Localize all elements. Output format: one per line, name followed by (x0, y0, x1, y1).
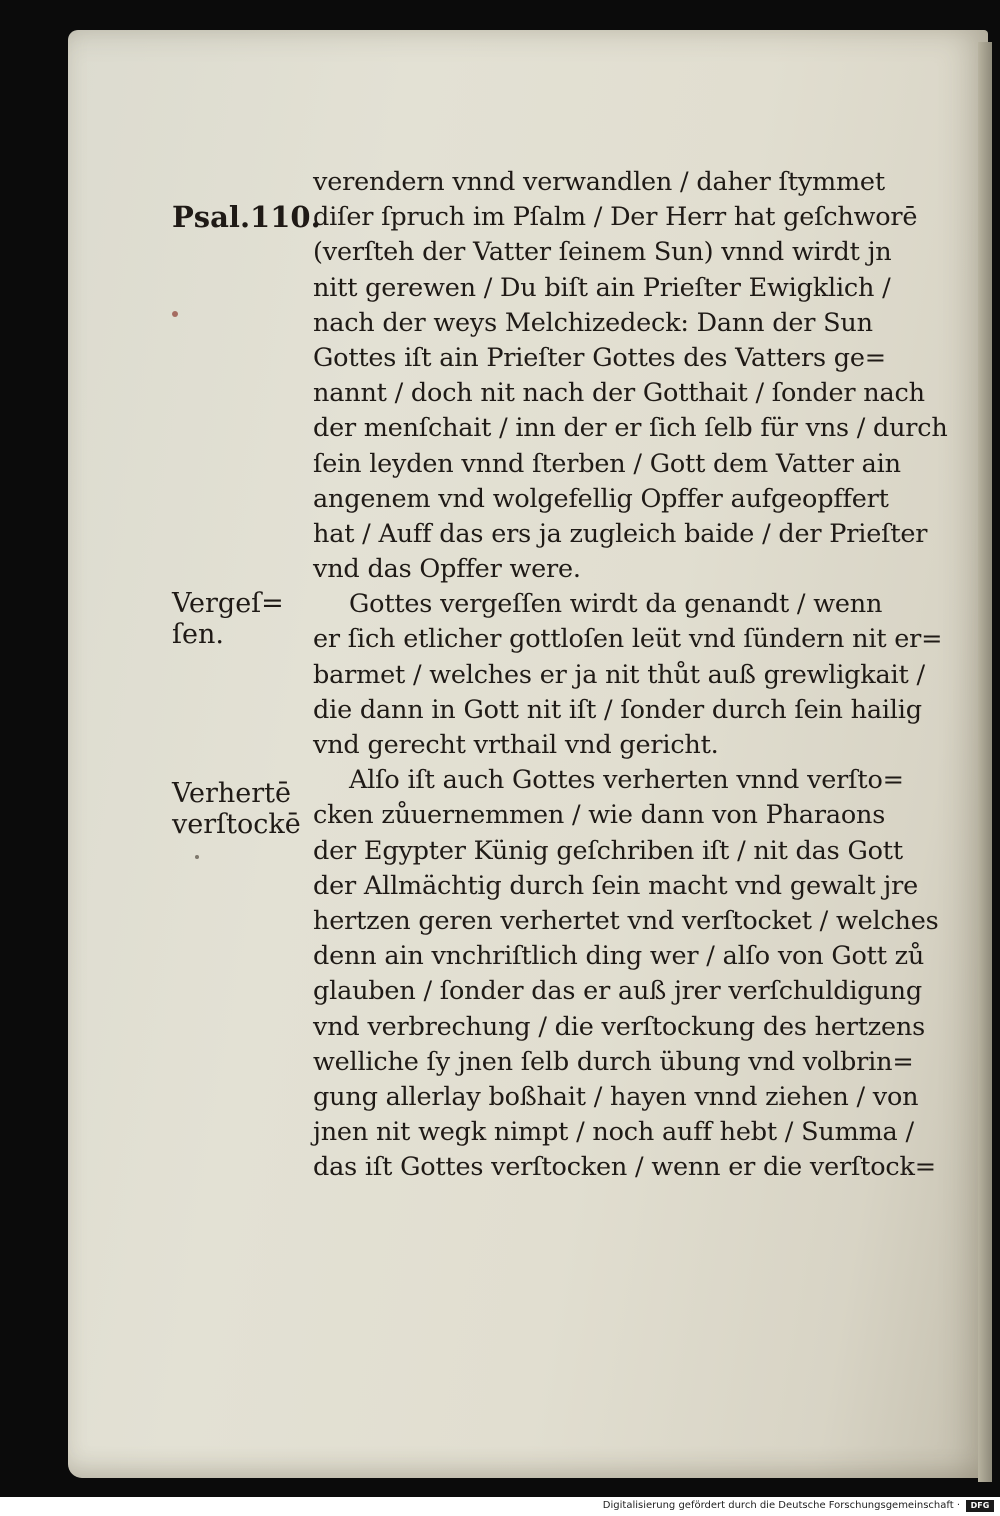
marginal-note-line: Vergeſ= (172, 588, 284, 619)
text-line: vnd verbrechung / die verſtockung des hertzens (313, 1011, 926, 1042)
text-line: verendern vnnd verwandlen / daher ſtymmet (313, 167, 885, 197)
text-line: hat / Auff das ers ja zugleich baide / der Prieſter (313, 518, 928, 549)
text-line: vnd das Opffer were. (313, 554, 581, 585)
text-line: glauben / ſonder das er auß jrer verſchuldigung (313, 976, 923, 1007)
marginal-note-line: ſen. (172, 619, 224, 650)
text-line: Alſo iſt auch Gottes verherten vnnd verſto= (349, 765, 904, 796)
text-line: der menſchait / inn der er ſich ſelb für vns / durch (313, 413, 948, 444)
text-line: jnen nit wegk nimpt / noch auff hebt / Summa / (313, 1117, 914, 1148)
text-line: nach der weys Melchizedeck: Dann der Sun (313, 307, 873, 338)
marginal-note-line: Verhertē (172, 778, 292, 809)
ink-stain (195, 855, 199, 859)
text-line: hertzen geren verhertet vnd verſtocket / welches (313, 905, 939, 936)
text-line: gung allerlay boßhait / hayen vnnd ziehen / von (313, 1081, 919, 1112)
text-line: denn ain vnchriſtlich ding wer / alſo von Gott zů (313, 941, 925, 972)
digitization-footer (0, 1497, 1000, 1516)
ink-stain (172, 311, 178, 317)
text-line: er ſich etlicher gottloſen leüt vnd ſündern nit er= (313, 624, 943, 655)
text-line: diſer ſpruch im Pſalm / Der Herr hat geſchworē (313, 202, 918, 233)
text-line: nannt / doch nit nach der Gotthait / ſonder nach (313, 378, 925, 409)
text-line: nitt gerewen / Du biſt ain Prieſter Ewigklich / (313, 272, 891, 303)
footer-credit: Digitalisierung gefördert durch die Deutsche Forschungsgemeinschaft · (602, 1500, 960, 1511)
body-text (313, 165, 948, 1185)
marginal-note-line: verſtockē (172, 809, 301, 840)
text-line: barmet / welches er ja nit thůt auß grewligkait / (313, 659, 925, 690)
text-line: die dann in Gott nit iſt / ſonder durch ſein hailig (313, 694, 922, 725)
marginal-note-verherten (172, 778, 301, 840)
text-line: (verſteh der Vatter ſeinem Sun) vnnd wirdt jn (313, 237, 892, 268)
text-line: cken zůuernemmen / wie dann von Pharaons (313, 800, 886, 831)
text-line: angenem vnd wolgefellig Opffer aufgeopffert (313, 483, 889, 514)
text-line: welliche ſy jnen ſelb durch übung vnd volbrin= (313, 1046, 914, 1077)
text-line: ſein leyden vnnd ſterben / Gott dem Vatter ain (313, 448, 901, 479)
page-edge (978, 42, 992, 1482)
text-line: Gottes vergeſſen wirdt da genandt / wenn (349, 589, 883, 620)
text-line: das iſt Gottes verſtocken / wenn er die verſtock= (313, 1152, 936, 1183)
dfg-logo-icon: DFG (966, 1500, 994, 1512)
marginal-note-vergessen (172, 588, 284, 650)
text-line: Gottes iſt ain Prieſter Gottes des Vatters ge= (313, 342, 886, 373)
marginal-note-psalm: Psal.110. (172, 200, 321, 234)
text-line: der Egypter Künig geſchriben iſt / nit das Gott (313, 835, 903, 866)
text-line: der Allmächtig durch ſein macht vnd gewalt jre (313, 870, 918, 901)
text-line: vnd gerecht vrthail vnd gericht. (313, 730, 719, 760)
